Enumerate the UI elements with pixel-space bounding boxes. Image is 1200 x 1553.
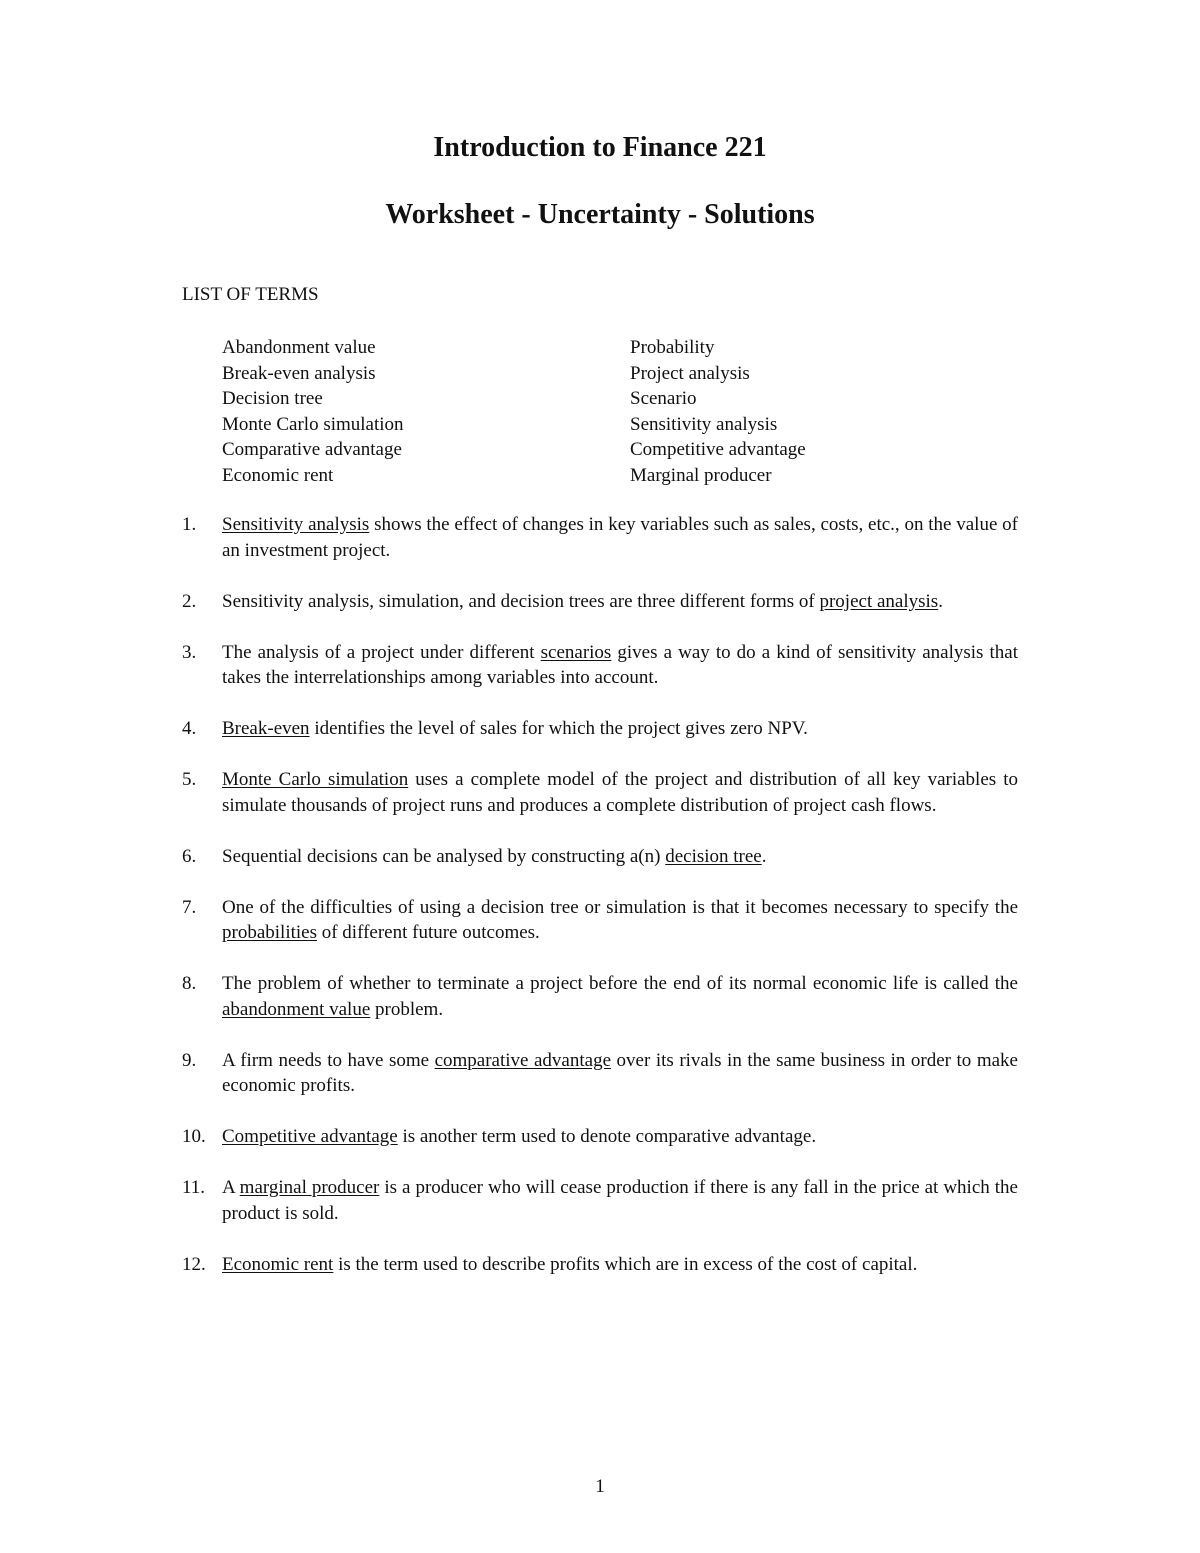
question-text: Sequential decisions can be analysed by constructing a(n) decision tree. xyxy=(222,845,767,867)
question-number: 1. xyxy=(182,514,197,535)
answer-underlined: Competitive advantage xyxy=(222,1126,398,1147)
question-number: 7. xyxy=(182,896,197,918)
terms-list xyxy=(222,335,982,488)
answer-underlined: marginal producer xyxy=(239,1177,380,1198)
term-item: Scenario xyxy=(630,388,697,409)
term-item: Competitive advantage xyxy=(630,439,806,460)
question-number: 9. xyxy=(182,1049,197,1071)
question-text: Break-even identifies the level of sales for which the project gives zero NPV. xyxy=(222,718,808,739)
question-text: Competitive advantage is another term used to denote comparative advantage. xyxy=(222,1126,817,1147)
term-item: Sensitivity analysis xyxy=(630,413,778,435)
question-text: Monte Carlo simulation uses a complete model of the project and distribution of all key variables to simulate thousands of project runs and produces a complete distribution of project cash flows. xyxy=(222,769,1018,816)
term-row xyxy=(222,361,982,387)
term-item: Abandonment value xyxy=(222,337,376,358)
answer-underlined: comparative advantage xyxy=(434,1049,612,1071)
answer-underlined: probabilities xyxy=(222,922,317,943)
question-item xyxy=(182,971,1018,1022)
answer-underlined: decision tree xyxy=(665,845,762,867)
answer-underlined: project analysis xyxy=(819,590,939,612)
term-item: Marginal producer xyxy=(630,464,772,486)
term-row xyxy=(222,463,982,489)
question-number: 10. xyxy=(182,1126,206,1147)
term-item: Monte Carlo simulation xyxy=(222,413,404,435)
question-item xyxy=(182,1048,1018,1099)
term-row xyxy=(222,386,982,412)
question-item xyxy=(182,895,1018,946)
question-text: Economic rent is the term used to describe profits which are in excess of the cost of capital. xyxy=(222,1253,918,1275)
question-text: The analysis of a project under different scenarios gives a way to do a kind of sensitivity analysis that takes the interrelationships among variables into account. xyxy=(222,641,1018,688)
page-number: 1 xyxy=(595,1476,605,1497)
answer-underlined: Break-even xyxy=(222,718,310,739)
term-row xyxy=(222,412,982,438)
term-item: Project analysis xyxy=(630,362,750,384)
answer-underlined: Monte Carlo simulation xyxy=(222,769,409,790)
answer-underlined: scenarios xyxy=(540,641,612,663)
question-item xyxy=(182,1175,1018,1226)
term-item: Comparative advantage xyxy=(222,439,402,460)
question-text: The problem of whether to terminate a project before the end of its normal economic life is called the abandonment value problem. xyxy=(222,973,1018,1020)
term-item: Break-even analysis xyxy=(222,362,376,384)
question-number: 6. xyxy=(182,845,197,867)
question-text: Sensitivity analysis shows the effect of changes in key variables such as sales, costs, etc., on the value of an investment project. xyxy=(222,514,1019,561)
question-text: A firm needs to have some comparative advantage over its rivals in the same business in order to make economic profits. xyxy=(222,1049,1018,1096)
term-item: Economic rent xyxy=(222,464,334,486)
question-item xyxy=(182,767,1018,818)
question-list xyxy=(182,512,1018,1303)
question-number: 11. xyxy=(182,1177,206,1198)
answer-underlined: Sensitivity analysis xyxy=(222,514,370,535)
question-number: 2. xyxy=(182,590,197,612)
question-item xyxy=(182,716,1018,742)
question-number: 3. xyxy=(182,641,197,663)
term-item: Decision tree xyxy=(222,388,323,409)
terms-heading: LIST OF TERMS xyxy=(182,284,319,305)
term-row xyxy=(222,437,982,463)
question-text: A marginal producer is a producer who will cease production if there is any fall in the price at which the product is sold. xyxy=(222,1177,1018,1224)
question-number: 5. xyxy=(182,769,197,790)
question-item xyxy=(182,844,1018,870)
document-subtitle: Worksheet - Uncertainty - Solutions xyxy=(385,199,815,230)
question-item xyxy=(182,589,1018,615)
term-item: Probability xyxy=(630,337,715,358)
question-number: 8. xyxy=(182,973,197,994)
question-number: 12. xyxy=(182,1253,206,1275)
question-text: Sensitivity analysis, simulation, and decision trees are three different forms of project analysis. xyxy=(222,590,943,612)
document-title: Introduction to Finance 221 xyxy=(433,132,767,163)
question-text: One of the difficulties of using a decision tree or simulation is that it becomes necessary to specify the probabilities of different future outcomes. xyxy=(222,896,1018,943)
question-item xyxy=(182,1252,1018,1278)
question-item xyxy=(182,640,1018,691)
question-number: 4. xyxy=(182,718,197,739)
question-item xyxy=(182,512,1018,563)
question-item xyxy=(182,1124,1018,1150)
answer-underlined: Economic rent xyxy=(222,1253,334,1275)
term-row xyxy=(222,335,982,361)
answer-underlined: abandonment value xyxy=(222,998,371,1020)
